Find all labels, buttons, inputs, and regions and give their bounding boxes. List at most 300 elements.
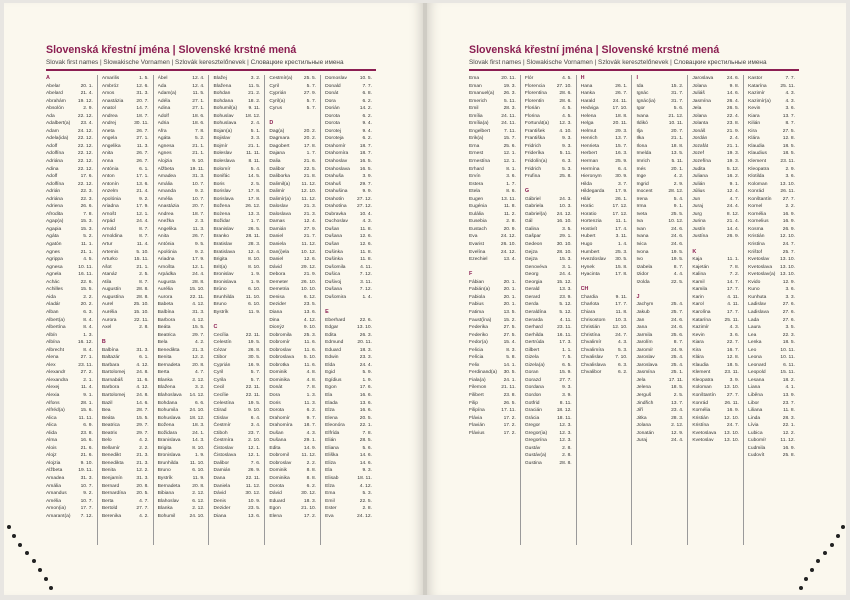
- name-day-date: 24. 7.: [726, 423, 740, 429]
- name-day-date: 24. 11.: [612, 98, 628, 104]
- name-text: Adria: [157, 121, 170, 127]
- name-day-date: 4. 5.: [83, 257, 93, 263]
- name-text: Cyril: [213, 370, 224, 376]
- names-column: [269, 75, 321, 545]
- name-day-date: 21. 1.: [192, 143, 205, 149]
- name-row: [158, 256, 207, 264]
- name-text: Kazimír: [748, 91, 765, 97]
- name-day-date: 24. 4.: [359, 362, 372, 368]
- name-text: Aurélia: [157, 287, 173, 293]
- name-row: [213, 452, 262, 460]
- name-text: Jan: [636, 317, 645, 323]
- name-row: [102, 452, 151, 460]
- name-row: [46, 271, 95, 279]
- name-text: Boleslava: [213, 159, 235, 165]
- name-row: [636, 90, 685, 98]
- name-day-date: 3. 6.: [729, 332, 740, 338]
- name-day-date: 4. 8.: [306, 370, 317, 376]
- name-day-date: [627, 467, 629, 475]
- name-day-date: 22. 4.: [726, 113, 740, 119]
- name-text: Jolanta: [692, 121, 709, 127]
- name-day-date: 4. 12.: [359, 483, 372, 489]
- name-row: [469, 317, 518, 325]
- name-text: Fabius: [469, 302, 484, 308]
- name-row: [581, 294, 630, 302]
- name-day-date: 22. 11.: [245, 392, 261, 398]
- name-day-date: 24. 10.: [189, 408, 205, 414]
- name-day-date: 27. 12.: [357, 204, 372, 210]
- name-day-date: 15. 10.: [133, 309, 149, 315]
- name-text: Daniel: [269, 234, 284, 240]
- name-text: Beáta: [101, 415, 115, 421]
- name-day-date: 9. 2.: [194, 249, 205, 255]
- name-day-date: 16. 11.: [557, 332, 572, 338]
- name-text: Doroteja: [325, 136, 344, 142]
- name-row: [581, 90, 630, 98]
- name-row: [636, 384, 685, 392]
- name-day-date: 20. 7.: [671, 128, 684, 134]
- name-day-date: 23. 11.: [780, 159, 795, 165]
- name-row: [158, 369, 207, 377]
- name-row: [213, 498, 262, 506]
- name-text: Gejza: [524, 249, 538, 255]
- name-day-date: 21. 1.: [671, 136, 684, 142]
- name-day-date: 16. 2.: [726, 174, 740, 180]
- name-day-date: 10. 12.: [301, 249, 317, 255]
- name-day-date: 7. 12.: [359, 287, 372, 293]
- name-day-date: 14. 9.: [303, 445, 317, 451]
- name-day-date: 22. 5.: [671, 279, 684, 285]
- name-text: Izolda: [636, 279, 650, 285]
- name-day-date: 4. 3.: [617, 340, 628, 346]
- name-day-date: 20. 2.: [80, 302, 93, 308]
- name-day-date: 21. 8.: [303, 174, 317, 180]
- name-text: Drahoslav: [325, 159, 348, 165]
- name-row: [469, 233, 518, 241]
- name-text: Ada: [46, 113, 55, 119]
- name-text: Aurora: [101, 317, 117, 323]
- name-day-date: 13. 6.: [248, 513, 261, 519]
- name-row: [525, 490, 574, 498]
- name-text: Hugo: [580, 242, 593, 248]
- name-row: [748, 286, 797, 294]
- name-text: Arnošt: [101, 211, 116, 217]
- name-row: [469, 505, 518, 513]
- name-row: [581, 256, 630, 264]
- name-text: Blažena: [213, 83, 232, 89]
- name-row: [525, 218, 574, 226]
- name-day-date: 29. 7.: [192, 332, 205, 338]
- name-row: [525, 294, 574, 302]
- name-text: Adalbert(a): [46, 121, 71, 127]
- name-day-date: 27. 5.: [503, 332, 516, 338]
- name-day-date: [316, 120, 318, 128]
- name-row: [269, 218, 318, 226]
- name-row: [325, 362, 374, 370]
- name-day-date: 19. 3.: [726, 159, 740, 165]
- name-row: [325, 135, 374, 143]
- name-day-date: 23. 4.: [80, 121, 93, 127]
- name-text: Bolomír: [213, 166, 231, 172]
- name-day-date: 2. 2.: [139, 445, 149, 451]
- name-text: Juliana: [692, 174, 708, 180]
- name-text: Dorián: [325, 106, 340, 112]
- name-row: [102, 362, 151, 370]
- name-text: Kiara: [748, 113, 760, 119]
- name-text: E: [325, 308, 329, 315]
- name-day-date: 9. 4.: [362, 128, 372, 134]
- name-text: Antónia: [101, 166, 119, 172]
- name-day-date: 18. 7.: [192, 211, 205, 217]
- name-row: [525, 279, 574, 287]
- name-text: Filip: [469, 400, 478, 406]
- name-day-date: 2. 8.: [506, 219, 516, 225]
- names-column: [581, 75, 633, 545]
- name-text: Leopold: [748, 370, 766, 376]
- name-text: Jelena: [636, 385, 651, 391]
- name-day-date: 12. 9.: [782, 279, 795, 285]
- name-text: Ernestína: [469, 159, 490, 165]
- name-row: [748, 233, 797, 241]
- name-row: [692, 211, 741, 219]
- name-day-date: 24. 7.: [615, 332, 628, 338]
- name-text: Gilbert: [524, 347, 540, 353]
- name-row: [325, 384, 374, 392]
- name-day-date: [572, 513, 574, 521]
- name-row: [269, 513, 318, 521]
- name-text: Františka: [524, 136, 545, 142]
- name-row: [748, 377, 797, 385]
- name-text: Eleonóra: [325, 423, 345, 429]
- name-row: [636, 226, 685, 234]
- name-day-date: 1. 9.: [362, 377, 372, 383]
- name-text: Brúno: [213, 287, 227, 293]
- name-text: Emerich: [469, 98, 487, 104]
- name-day-date: 17. 8.: [248, 196, 261, 202]
- name-day-date: [795, 483, 797, 491]
- name-row: [213, 286, 262, 294]
- name-day-date: 2. 4.: [729, 136, 740, 142]
- name-day-date: 9. 11.: [615, 294, 628, 300]
- name-text: Jiří: [636, 408, 644, 414]
- name-text: Brit(a): [213, 264, 227, 270]
- name-text: Izidor: [636, 272, 649, 278]
- name-day-date: 10. 7.: [192, 196, 205, 202]
- name-text: Emanuel(a): [469, 91, 495, 97]
- name-day-date: 25. 7.: [671, 309, 684, 315]
- name-row: [325, 90, 374, 98]
- name-day-date: 7. 5.: [562, 355, 572, 361]
- name-text: Filibert: [469, 392, 484, 398]
- name-text: Arpádka: [157, 272, 176, 278]
- name-row: [325, 211, 374, 219]
- name-text: Eberhard: [325, 317, 346, 323]
- name-day-date: 11. 6.: [136, 377, 149, 383]
- name-day-date: 12. 8.: [726, 355, 740, 361]
- name-row: [158, 120, 207, 128]
- name-day-date: 29. 3.: [615, 128, 628, 134]
- name-day-date: 24. 12.: [357, 513, 372, 519]
- name-text: Aurel: [101, 302, 114, 308]
- name-text: Ester: [325, 506, 337, 512]
- name-row: [158, 98, 207, 106]
- name-row: [158, 354, 207, 362]
- name-row: [269, 196, 318, 204]
- name-day-date: 6. 1.: [139, 166, 149, 172]
- name-row: [158, 188, 207, 196]
- name-row: [525, 422, 574, 430]
- name-text: Fábian: [469, 279, 484, 285]
- name-row: [748, 324, 797, 332]
- title-rule: [46, 69, 376, 71]
- name-text: Ariadna: [157, 257, 175, 263]
- name-row: [636, 166, 685, 174]
- name-day-date: 31. 3.: [192, 309, 205, 315]
- name-day-date: 10. 11.: [78, 264, 93, 270]
- name-text: Kornel: [748, 204, 763, 210]
- name-row: [325, 445, 374, 453]
- name-day-date: 26. 4.: [726, 98, 740, 104]
- name-row: [269, 90, 318, 98]
- name-text: Kristína: [748, 242, 765, 248]
- name-day-date: 29. 1.: [559, 234, 572, 240]
- name-row: [692, 98, 741, 106]
- name-text: Flávius: [469, 430, 485, 436]
- name-text: Čistoslava: [213, 453, 237, 459]
- name-text: Bohdana: [157, 400, 178, 406]
- name-day-date: 4. 12.: [192, 302, 205, 308]
- name-day-date: [683, 294, 685, 302]
- name-row: [325, 158, 374, 166]
- name-day-date: 12. 6.: [359, 242, 372, 248]
- name-row: [213, 483, 262, 491]
- name-text: Dobromila: [269, 332, 292, 338]
- name-text: Kvetoslav: [692, 438, 714, 444]
- name-text: Alfréd(a): [46, 408, 65, 414]
- name-text: Gustina: [524, 460, 542, 466]
- name-day-date: 29. 7.: [136, 423, 149, 429]
- name-text: Klaudius: [748, 151, 767, 157]
- name-day-date: 4. 10.: [559, 128, 572, 134]
- name-row: [213, 362, 262, 370]
- name-row: [636, 332, 685, 340]
- name-text: Cyprián: [269, 91, 287, 97]
- name-text: Gizela: [524, 355, 539, 361]
- name-day-date: 2. 8.: [562, 453, 572, 459]
- name-row: [748, 384, 797, 392]
- name-text: Dajana: [269, 151, 285, 157]
- name-day-date: 26. 5.: [248, 226, 261, 232]
- name-row: [469, 279, 518, 287]
- name-day-date: 24. 10.: [189, 513, 205, 519]
- name-day-date: 16. 5.: [359, 159, 372, 165]
- name-day-date: 8. 8.: [306, 475, 317, 481]
- name-day-date: 18. 3.: [359, 347, 372, 353]
- name-row: [581, 120, 630, 128]
- name-day-date: 14. 7.: [136, 106, 149, 112]
- name-row: [469, 377, 518, 385]
- name-text: Alexandr: [46, 370, 66, 376]
- name-row: [469, 286, 518, 294]
- name-day-date: 5. 7.: [250, 377, 261, 383]
- name-day-date: 6. 12.: [303, 294, 317, 300]
- name-day-date: 11. 4.: [80, 385, 93, 391]
- name-row: [269, 339, 318, 347]
- name-text: Ivo: [636, 257, 644, 263]
- name-text: Boris: [213, 181, 225, 187]
- name-day-date: 5. 12.: [726, 166, 740, 172]
- name-day-date: 20. 8.: [136, 483, 149, 489]
- name-row: [213, 422, 262, 430]
- name-text: Benedikt: [101, 453, 121, 459]
- name-row: [581, 203, 630, 211]
- name-row: [748, 490, 797, 498]
- name-text: Bernadeta: [157, 362, 181, 368]
- name-text: Justín: [692, 226, 706, 232]
- name-day-date: 17. 2.: [503, 423, 516, 429]
- name-row: [213, 294, 262, 302]
- name-row: [525, 407, 574, 415]
- name-day-date: 11. 8.: [615, 309, 628, 315]
- name-day-date: [739, 452, 741, 460]
- name-row: [692, 226, 741, 234]
- name-row: [581, 400, 630, 408]
- name-text: Ela: [325, 468, 333, 474]
- name-day-date: 13. 3.: [559, 287, 572, 293]
- name-row: [158, 75, 207, 83]
- name-day-date: 28. 10.: [556, 249, 572, 255]
- name-text: Henrieta: [580, 143, 600, 149]
- name-text: Lubica: [748, 430, 763, 436]
- name-text: Dobroslav: [269, 460, 292, 466]
- name-day-date: 26. 11.: [780, 189, 795, 195]
- name-row: [636, 415, 685, 423]
- name-day-date: 11. 12.: [780, 438, 795, 444]
- name-text: Jindřich: [636, 400, 654, 406]
- name-text: Hortenzia: [580, 219, 602, 225]
- name-text: Čestmíra: [213, 438, 234, 444]
- name-row: [748, 113, 797, 121]
- name-text: Hildegarda: [580, 189, 605, 195]
- name-day-date: 27. 1.: [192, 98, 205, 104]
- name-text: Cecílie: [213, 392, 229, 398]
- name-row: [525, 505, 574, 513]
- name-text: Galina: [524, 226, 539, 232]
- name-text: Lívia: [748, 423, 759, 429]
- name-text: Ľubomír: [748, 438, 767, 444]
- name-day-date: [627, 505, 629, 513]
- name-text: Bibiana: [157, 491, 174, 497]
- name-day-date: [627, 513, 629, 521]
- name-text: Angelika: [157, 226, 177, 232]
- name-text: Kvetoslava: [692, 430, 717, 436]
- name-text: Adolfína: [46, 151, 64, 157]
- name-day-date: 8. 4.: [83, 317, 93, 323]
- name-row: [636, 437, 685, 445]
- name-text: Antónia: [157, 242, 175, 248]
- name-day-date: 8. 10.: [248, 264, 261, 270]
- name-day-date: 8. 3.: [506, 347, 516, 353]
- name-row: [213, 203, 262, 211]
- name-row: [748, 249, 797, 257]
- name-text: Barbara: [101, 362, 120, 368]
- name-text: Frideríka: [524, 151, 545, 157]
- name-row: [525, 309, 574, 317]
- name-row: [158, 279, 207, 287]
- name-row: [325, 400, 374, 408]
- name-day-date: 3. 6.: [785, 106, 795, 112]
- name-text: Kamil: [692, 279, 705, 285]
- name-day-date: [627, 75, 629, 83]
- name-row: [581, 354, 630, 362]
- name-text: František: [524, 128, 545, 134]
- name-text: Ladislav: [748, 302, 767, 308]
- name-day-date: 11. 8.: [360, 226, 372, 232]
- name-day-date: 7. 11.: [503, 128, 516, 134]
- name-day-date: 2. 5.: [139, 272, 149, 278]
- name-text: Domoslav: [325, 76, 347, 81]
- name-row: [213, 407, 262, 415]
- name-day-date: 9. 3.: [562, 143, 572, 149]
- name-day-date: [795, 505, 797, 513]
- name-row: [525, 400, 574, 408]
- name-text: Edita: [269, 445, 281, 451]
- name-day-date: 11. 12.: [301, 181, 317, 187]
- name-row: [581, 422, 630, 430]
- name-row: [269, 233, 318, 241]
- name-row: [692, 203, 741, 211]
- name-day-date: 15. 11.: [134, 257, 149, 263]
- name-row: [636, 181, 685, 189]
- name-text: Engelbert: [469, 128, 490, 134]
- name-day-date: 8. 7.: [139, 279, 149, 285]
- name-text: Jasmína: [692, 98, 711, 104]
- name-row: [102, 135, 151, 143]
- name-row: [636, 377, 685, 385]
- name-text: Aladár: [46, 302, 61, 308]
- name-row: [636, 105, 685, 113]
- name-text: Bratislava: [213, 249, 235, 255]
- name-row: [525, 241, 574, 249]
- name-row: [748, 347, 797, 355]
- name-text: Blahoslav: [157, 498, 179, 504]
- name-text: Dalimil(a): [269, 181, 290, 187]
- name-row: [158, 294, 207, 302]
- name-text: Jaromír: [636, 347, 654, 353]
- name-row: [525, 415, 574, 423]
- name-day-date: 12. 6.: [136, 83, 149, 89]
- name-row: [158, 384, 207, 392]
- name-row: [46, 392, 95, 400]
- name-day-date: 23. 7.: [782, 400, 795, 406]
- page-title: Slovenská křestní jména | Slovenské krstné mená: [469, 44, 720, 56]
- name-row: [692, 166, 741, 174]
- name-text: Berta: [157, 370, 170, 376]
- name-row: [636, 113, 685, 121]
- name-day-date: 11. 4.: [136, 242, 149, 248]
- name-text: Eustach: [469, 226, 487, 232]
- name-day-date: [627, 498, 629, 506]
- name-row: [748, 128, 797, 136]
- name-text: Drahoslava: [325, 166, 350, 172]
- name-row: [158, 173, 207, 181]
- name-row: [269, 483, 318, 491]
- name-row: [102, 233, 151, 241]
- name-day-date: 17. 8.: [248, 189, 261, 195]
- name-day-date: 4. 1.: [785, 385, 795, 391]
- name-day-date: 2. 4.: [250, 121, 261, 127]
- name-text: Ctirad: [213, 408, 227, 414]
